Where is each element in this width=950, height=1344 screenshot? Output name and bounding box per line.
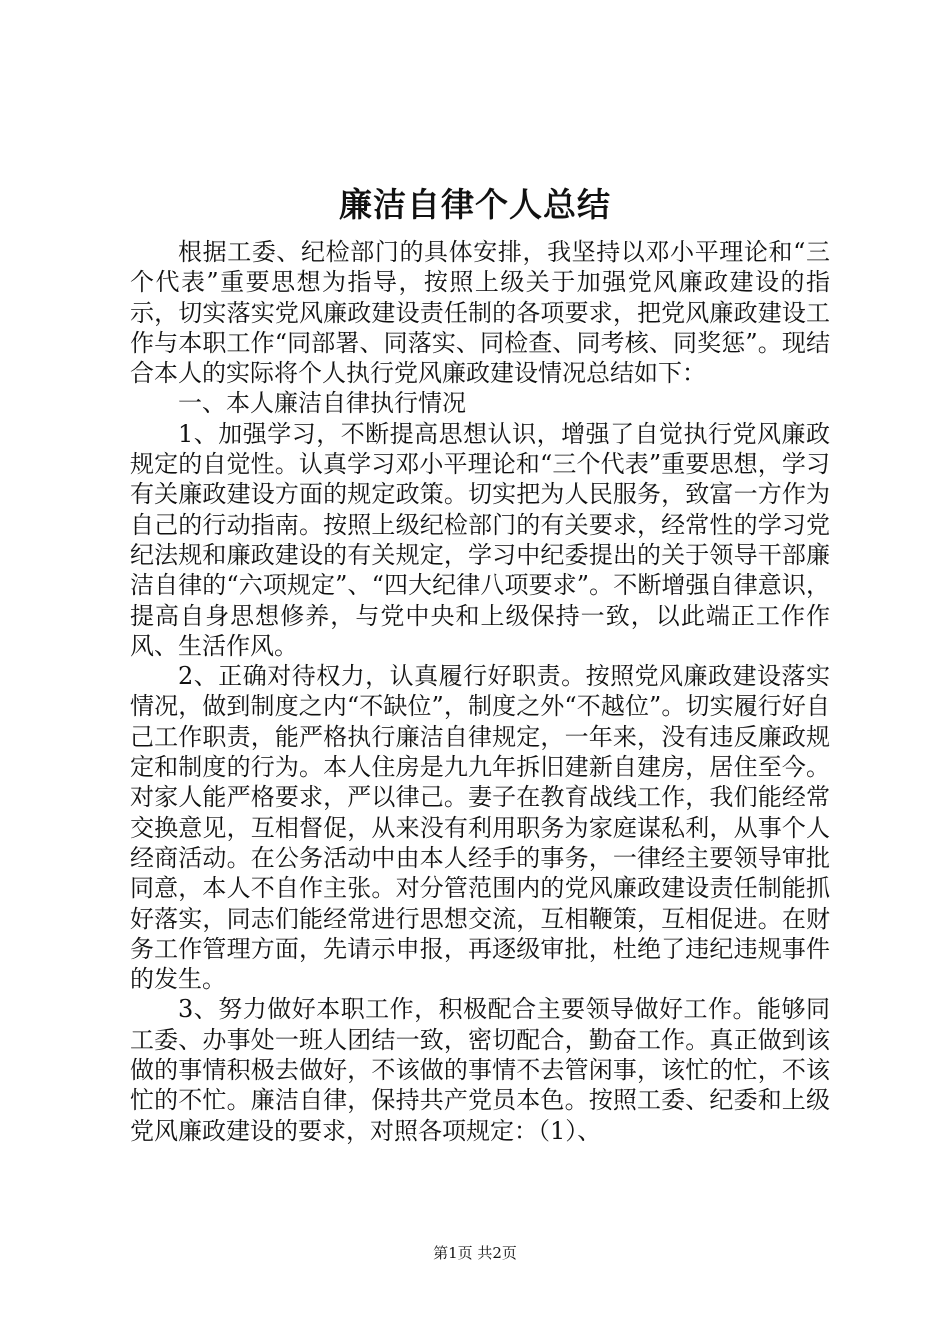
paragraph-item-3: 3、努力做好本职工作，积极配合主要领导做好工作。能够同工委、办事处一班人团结一致，密切配合，勤奋工作。真正做到该做的事情积极去做好，不该做的事情不去管闲事，该忙的忙，不该忙的不忙。廉洁自律，保持共产党员本色。按照工委、纪委和上级党风廉政建设的要求，对照各项规定：（1）、: [130, 995, 830, 1145]
paragraph-item-2: 2、正确对待权力，认真履行好职责。按照党风廉政建设落实情况，做到制度之内“不缺位”，制度之外“不越位”。切实履行好自己工作职责，能严格执行廉洁自律规定，一年来，没有违反廉政规定和制度的行为。本人住房是九九年拆旧建新自建房，居住至今。对家人能严格要求，严以律己。妻子在教育战线工作，我们能经常交换意见，互相督促，从来没有利用职务为家庭谋私利，从事个人经商活动。在公务活动中由本人经手的事务，一律经主要领导审批同意，本人不自作主张。对分管范围内的党风廉政建设责任制能抓好落实，同志们能经常进行思想交流，互相鞭策，互相促进。在财务工作管理方面，先请示申报，再逐级审批，杜绝了违纪违规事件的发生。: [130, 662, 830, 994]
document-title: 廉洁自律个人总结: [339, 185, 611, 224]
page-footer: 第1页 共2页: [433, 1244, 517, 1262]
paragraph-item-1: 1、加强学习，不断提高思想认识，增强了自觉执行党风廉政规定的自觉性。认真学习邓小平理论和“三个代表”重要思想，学习有关廉政建设方面的规定政策。切实把为人民服务，致富一方作为自己的行动指南。按照上级纪检部门的有关要求，经常性的学习党纪法规和廉政建设的有关规定，学习中纪委提出的关于领导干部廉洁自律的“六项规定”、“四大纪律八项要求”。不断增强自律意识，提高自身思想修养，与党中央和上级保持一致，以此端正工作作风、生活作风。: [130, 419, 830, 660]
intro-paragraph: 根据工委、纪检部门的具体安排，我坚持以邓小平理论和“三个代表”重要思想为指导，按照上级关于加强党风廉政建设的指示，切实落实党风廉政建设责任制的各项要求，把党风廉政建设工作与本职工作“同部署、同落实、同检查、同考核、同奖惩”。现结合本人的实际将个人执行党风廉政建设情况总结如下：: [130, 238, 830, 388]
section-heading: 一、本人廉洁自律执行情况: [178, 389, 466, 418]
document-body: [130, 237, 830, 1146]
